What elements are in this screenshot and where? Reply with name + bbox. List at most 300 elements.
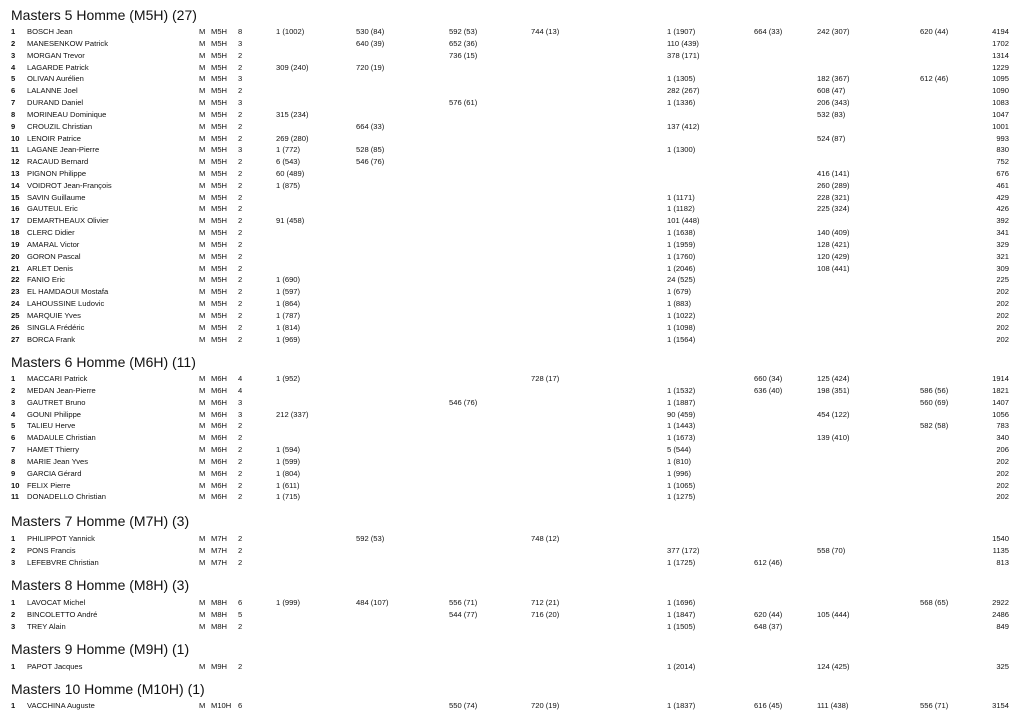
race-count: 2 — [238, 334, 243, 344]
rank: 4 — [11, 62, 16, 72]
section-title: Masters 5 Homme (M5H) (27) — [11, 7, 197, 23]
result-5: 1 (1837) — [667, 701, 696, 710]
sex: M — [199, 545, 206, 555]
total-points: 1095 — [992, 74, 1009, 84]
athlete-name: SAVIN Guillaume — [27, 192, 86, 202]
category: M5H — [211, 228, 228, 238]
rank: 1 — [11, 534, 16, 543]
total-points: 783 — [996, 421, 1009, 431]
result-7: 128 (421) — [817, 239, 850, 249]
sex: M — [199, 109, 206, 119]
race-count: 3 — [238, 145, 243, 155]
result-7: 532 (83) — [817, 109, 846, 119]
result-5: 1 (2014) — [667, 662, 696, 671]
table-row — [0, 227, 1024, 238]
total-points: 1229 — [992, 62, 1009, 72]
result-7: 111 (438) — [817, 701, 849, 710]
result-6: 616 (45) — [754, 701, 783, 710]
result-1: 1 (787) — [276, 310, 301, 320]
rank: 11 — [11, 492, 20, 502]
sex: M — [199, 609, 206, 619]
result-1: 212 (337) — [276, 409, 309, 419]
race-count: 3 — [238, 74, 243, 84]
race-count: 2 — [238, 310, 243, 320]
race-count: 2 — [238, 109, 243, 119]
rank: 1 — [11, 662, 16, 671]
table-row — [0, 420, 1024, 431]
result-5: 1 (1505) — [667, 621, 696, 631]
rank: 7 — [11, 98, 16, 107]
race-count: 4 — [238, 385, 243, 395]
sex: M — [199, 385, 206, 395]
result-7: 140 (409) — [817, 228, 850, 238]
result-5: 1 (1760) — [667, 251, 696, 261]
sex: M — [199, 133, 206, 143]
athlete-name: MORINEAU Dominique — [27, 109, 107, 119]
total-points: 1821 — [992, 385, 1009, 395]
category: M5H — [211, 74, 228, 84]
athlete-name: RACAUD Bernard — [27, 157, 89, 167]
rank: 3 — [11, 50, 16, 60]
result-2: 640 (39) — [356, 38, 385, 48]
category: M5H — [211, 98, 228, 107]
table-row — [0, 609, 1024, 620]
rank: 2 — [11, 609, 16, 619]
athlete-name: TALIEU Herve — [27, 421, 76, 431]
result-3: 550 (74) — [449, 701, 478, 710]
table-row — [0, 557, 1024, 568]
total-points: 340 — [996, 433, 1009, 443]
rank: 1 — [11, 701, 16, 710]
result-5: 378 (171) — [667, 50, 700, 60]
athlete-name: LAGARDE Patrick — [27, 62, 89, 72]
athlete-name: MARQUIE Yves — [27, 310, 81, 320]
race-count: 2 — [238, 192, 243, 202]
table-row — [0, 97, 1024, 108]
result-1: 91 (458) — [276, 216, 305, 226]
race-count: 5 — [238, 609, 243, 619]
race-count: 2 — [238, 169, 243, 178]
rank: 1 — [11, 374, 16, 383]
athlete-name: LAHOUSSINE Ludovic — [27, 299, 105, 309]
result-5: 1 (1305) — [667, 74, 696, 84]
athlete-name: GOUNI Philippe — [27, 409, 82, 419]
total-points: 429 — [996, 192, 1009, 202]
rank: 18 — [11, 228, 20, 238]
result-7: 198 (351) — [817, 385, 850, 395]
rank: 3 — [11, 397, 16, 407]
result-8: 582 (58) — [920, 421, 949, 431]
rank: 2 — [11, 385, 16, 395]
result-7: 139 (410) — [817, 433, 850, 443]
result-5: 377 (172) — [667, 545, 700, 555]
athlete-name: BORCA Frank — [27, 334, 76, 344]
total-points: 1914 — [992, 374, 1009, 383]
sex: M — [199, 598, 206, 607]
category: M9H — [211, 662, 228, 671]
table-row — [0, 432, 1024, 443]
sex: M — [199, 239, 206, 249]
total-points: 1056 — [992, 409, 1009, 419]
sex: M — [199, 204, 206, 214]
result-7: 108 (441) — [817, 263, 850, 273]
race-count: 2 — [238, 251, 243, 261]
sex: M — [199, 62, 206, 72]
result-1: 1 (594) — [276, 445, 301, 454]
section-title: Masters 9 Homme (M9H) (1) — [11, 641, 190, 657]
category: M8H — [211, 598, 228, 607]
rank: 14 — [11, 180, 20, 190]
result-4: 712 (21) — [531, 598, 560, 607]
rank: 17 — [11, 216, 20, 226]
result-7: 225 (324) — [817, 204, 850, 214]
athlete-name: BOSCH Jean — [27, 27, 73, 36]
table-row — [0, 239, 1024, 250]
table-row — [0, 491, 1024, 502]
race-count: 2 — [238, 456, 243, 466]
result-6: 636 (40) — [754, 385, 783, 395]
result-5: 1 (1098) — [667, 322, 696, 332]
category: M5H — [211, 109, 228, 119]
category: M5H — [211, 322, 228, 332]
result-1: 315 (234) — [276, 109, 309, 119]
sex: M — [199, 701, 206, 710]
athlete-name: SINGLA Frédéric — [27, 322, 85, 332]
result-1: 1 (772) — [276, 145, 301, 155]
table-row — [0, 62, 1024, 73]
table-row — [0, 121, 1024, 132]
total-points: 1702 — [992, 38, 1009, 48]
table-row — [0, 533, 1024, 544]
result-5: 1 (996) — [667, 468, 692, 478]
result-1: 1 (864) — [276, 299, 301, 309]
category: M7H — [211, 545, 228, 555]
table-row — [0, 50, 1024, 61]
result-5: 1 (1887) — [667, 397, 696, 407]
sex: M — [199, 287, 206, 297]
sex: M — [199, 299, 206, 309]
table-row — [0, 661, 1024, 672]
athlete-name: VACCHINA Auguste — [27, 701, 95, 710]
race-count: 2 — [238, 322, 243, 332]
category: M5H — [211, 334, 228, 344]
race-count: 2 — [238, 180, 243, 190]
result-5: 1 (1171) — [667, 192, 695, 202]
category: M7H — [211, 534, 228, 543]
category: M6H — [211, 433, 228, 443]
result-5: 1 (1182) — [667, 204, 695, 214]
result-7: 228 (321) — [817, 192, 850, 202]
rank: 4 — [11, 409, 16, 419]
result-3: 544 (77) — [449, 609, 478, 619]
total-points: 3154 — [992, 701, 1009, 710]
result-4: 728 (17) — [531, 374, 560, 383]
category: M6H — [211, 456, 228, 466]
athlete-name: GAUTEUL Eric — [27, 204, 78, 214]
total-points: 676 — [996, 169, 1009, 178]
category: M5H — [211, 50, 228, 60]
table-row — [0, 109, 1024, 120]
result-7: 120 (429) — [817, 251, 850, 261]
total-points: 993 — [996, 133, 1009, 143]
race-count: 2 — [238, 228, 243, 238]
sex: M — [199, 557, 206, 567]
result-5: 90 (459) — [667, 409, 696, 419]
race-count: 2 — [238, 62, 243, 72]
category: M6H — [211, 374, 228, 383]
table-row — [0, 480, 1024, 491]
category: M5H — [211, 169, 228, 178]
result-1: 60 (489) — [276, 169, 305, 178]
total-points: 309 — [996, 263, 1009, 273]
sex: M — [199, 228, 206, 238]
result-5: 282 (267) — [667, 86, 700, 96]
category: M5H — [211, 263, 228, 273]
total-points: 202 — [996, 322, 1009, 332]
category: M5H — [211, 310, 228, 320]
total-points: 830 — [996, 145, 1009, 155]
result-3: 546 (76) — [449, 397, 478, 407]
race-count: 2 — [238, 545, 243, 555]
result-2: 484 (107) — [356, 598, 389, 607]
category: M6H — [211, 468, 228, 478]
athlete-name: LENOIR Patrice — [27, 133, 82, 143]
result-4: 716 (20) — [531, 609, 560, 619]
table-row — [0, 373, 1024, 384]
category: M5H — [211, 192, 228, 202]
sex: M — [199, 621, 206, 631]
total-points: 2922 — [992, 598, 1009, 607]
result-6: 612 (46) — [754, 557, 783, 567]
result-2: 528 (85) — [356, 145, 385, 155]
athlete-name: GAUTRET Bruno — [27, 397, 86, 407]
race-count: 2 — [238, 480, 243, 490]
race-count: 4 — [238, 374, 243, 383]
sex: M — [199, 492, 206, 502]
sex: M — [199, 50, 206, 60]
table-row — [0, 310, 1024, 321]
result-8: 568 (65) — [920, 598, 949, 607]
rank: 15 — [11, 192, 20, 202]
result-5: 1 (1300) — [667, 145, 696, 155]
category: M8H — [211, 621, 228, 631]
result-7: 524 (87) — [817, 133, 846, 143]
category: M5H — [211, 145, 228, 155]
table-row — [0, 468, 1024, 479]
result-4: 748 (12) — [531, 534, 560, 543]
sex: M — [199, 456, 206, 466]
rank: 16 — [11, 204, 20, 214]
athlete-name: CROUZIL Christian — [27, 121, 93, 131]
table-row — [0, 26, 1024, 37]
athlete-name: GARCIA Gérard — [27, 468, 82, 478]
rank: 25 — [11, 310, 20, 320]
result-7: 260 (289) — [817, 180, 850, 190]
rank: 2 — [11, 38, 16, 48]
result-5: 101 (448) — [667, 216, 700, 226]
result-5: 1 (1532) — [667, 385, 696, 395]
rank: 3 — [11, 621, 16, 631]
total-points: 202 — [996, 492, 1009, 502]
rank: 10 — [11, 480, 20, 490]
result-5: 1 (1959) — [667, 239, 696, 249]
total-points: 325 — [996, 662, 1009, 671]
table-row — [0, 700, 1024, 711]
table-row — [0, 545, 1024, 556]
category: M5H — [211, 62, 228, 72]
sex: M — [199, 409, 206, 419]
total-points: 849 — [996, 621, 1009, 631]
rank: 20 — [11, 251, 20, 261]
result-2: 546 (76) — [356, 157, 385, 167]
result-1: 1 (597) — [276, 287, 301, 297]
result-1: 1 (804) — [276, 468, 301, 478]
sex: M — [199, 275, 206, 285]
sex: M — [199, 480, 206, 490]
athlete-name: LEFEBVRE Christian — [27, 557, 99, 567]
result-5: 1 (1275) — [667, 492, 696, 502]
total-points: 1540 — [992, 534, 1009, 543]
race-count: 3 — [238, 397, 243, 407]
result-8: 620 (44) — [920, 27, 949, 36]
rank: 1 — [11, 598, 16, 607]
table-row — [0, 192, 1024, 203]
result-7: 558 (70) — [817, 545, 846, 555]
table-row — [0, 144, 1024, 155]
result-7: 416 (141) — [817, 169, 850, 178]
category: M5H — [211, 275, 228, 285]
result-7: 242 (307) — [817, 27, 850, 36]
result-5: 1 (1673) — [667, 433, 696, 443]
rank: 9 — [11, 121, 16, 131]
result-7: 608 (47) — [817, 86, 846, 96]
result-1: 1 (690) — [276, 275, 301, 285]
result-6: 664 (33) — [754, 27, 783, 36]
result-5: 110 (439) — [667, 38, 699, 48]
result-5: 1 (1907) — [667, 27, 696, 36]
total-points: 202 — [996, 299, 1009, 309]
race-count: 2 — [238, 275, 243, 285]
result-7: 105 (444) — [817, 609, 850, 619]
table-row — [0, 38, 1024, 49]
result-1: 1 (715) — [276, 492, 301, 502]
category: M5H — [211, 133, 228, 143]
total-points: 1135 — [992, 545, 1009, 555]
race-count: 2 — [238, 204, 243, 214]
result-5: 1 (1847) — [667, 609, 696, 619]
section-title: Masters 7 Homme (M7H) (3) — [11, 513, 190, 529]
table-row — [0, 274, 1024, 285]
rank: 11 — [11, 145, 20, 155]
race-count: 2 — [238, 421, 243, 431]
race-count: 2 — [238, 157, 243, 167]
sex: M — [199, 169, 206, 178]
result-5: 1 (1696) — [667, 598, 696, 607]
result-5: 1 (1443) — [667, 421, 696, 431]
rank: 5 — [11, 74, 16, 84]
total-points: 4194 — [992, 27, 1009, 36]
result-1: 6 (543) — [276, 157, 301, 167]
sex: M — [199, 121, 206, 131]
result-5: 1 (679) — [667, 287, 692, 297]
result-3: 592 (53) — [449, 27, 478, 36]
table-row — [0, 133, 1024, 144]
result-1: 1 (599) — [276, 456, 301, 466]
total-points: 1001 — [992, 121, 1009, 131]
category: M5H — [211, 27, 228, 36]
rank: 2 — [11, 545, 16, 555]
result-7: 206 (343) — [817, 98, 850, 107]
result-6: 620 (44) — [754, 609, 783, 619]
rank: 8 — [11, 456, 16, 466]
athlete-name: PIGNON Philippe — [27, 169, 87, 178]
sex: M — [199, 38, 206, 48]
total-points: 202 — [996, 468, 1009, 478]
table-row — [0, 203, 1024, 214]
sex: M — [199, 263, 206, 273]
result-1: 1 (611) — [276, 480, 300, 490]
table-row — [0, 156, 1024, 167]
athlete-name: EL HAMDAOUI Mostafa — [27, 287, 109, 297]
athlete-name: GORON Pascal — [27, 251, 81, 261]
race-count: 2 — [238, 86, 243, 96]
result-1: 269 (280) — [276, 133, 309, 143]
category: M5H — [211, 157, 228, 167]
category: M10H — [211, 701, 232, 710]
result-4: 744 (13) — [531, 27, 560, 36]
sex: M — [199, 145, 206, 155]
sex: M — [199, 192, 206, 202]
result-5: 1 (1564) — [667, 334, 696, 344]
section-title: Masters 8 Homme (M8H) (3) — [11, 577, 190, 593]
sex: M — [199, 98, 206, 107]
rank: 5 — [11, 421, 16, 431]
rank: 8 — [11, 109, 16, 119]
result-2: 664 (33) — [356, 121, 385, 131]
result-1: 1 (999) — [276, 598, 301, 607]
rank: 24 — [11, 299, 20, 309]
race-count: 2 — [238, 121, 243, 131]
athlete-name: CLERC Didier — [27, 228, 75, 238]
table-row — [0, 168, 1024, 179]
total-points: 202 — [996, 287, 1009, 297]
category: M7H — [211, 557, 228, 567]
table-row — [0, 409, 1024, 420]
result-5: 5 (544) — [667, 445, 692, 454]
rank: 23 — [11, 287, 20, 297]
race-count: 2 — [238, 239, 243, 249]
result-7: 125 (424) — [817, 374, 850, 383]
total-points: 202 — [996, 334, 1009, 344]
category: M5H — [211, 216, 228, 226]
category: M8H — [211, 609, 228, 619]
category: M6H — [211, 385, 228, 395]
rank: 6 — [11, 433, 16, 443]
result-2: 720 (19) — [356, 62, 385, 72]
athlete-name: FANIO Eric — [27, 275, 65, 285]
result-5: 1 (810) — [667, 456, 692, 466]
sex: M — [199, 310, 206, 320]
result-5: 24 (525) — [667, 275, 696, 285]
sex: M — [199, 662, 206, 671]
category: M5H — [211, 251, 228, 261]
table-row — [0, 85, 1024, 96]
rank: 3 — [11, 557, 16, 567]
table-row — [0, 180, 1024, 191]
athlete-name: AMARAL Victor — [27, 239, 80, 249]
category: M5H — [211, 180, 228, 190]
athlete-name: TREY Alain — [27, 621, 66, 631]
